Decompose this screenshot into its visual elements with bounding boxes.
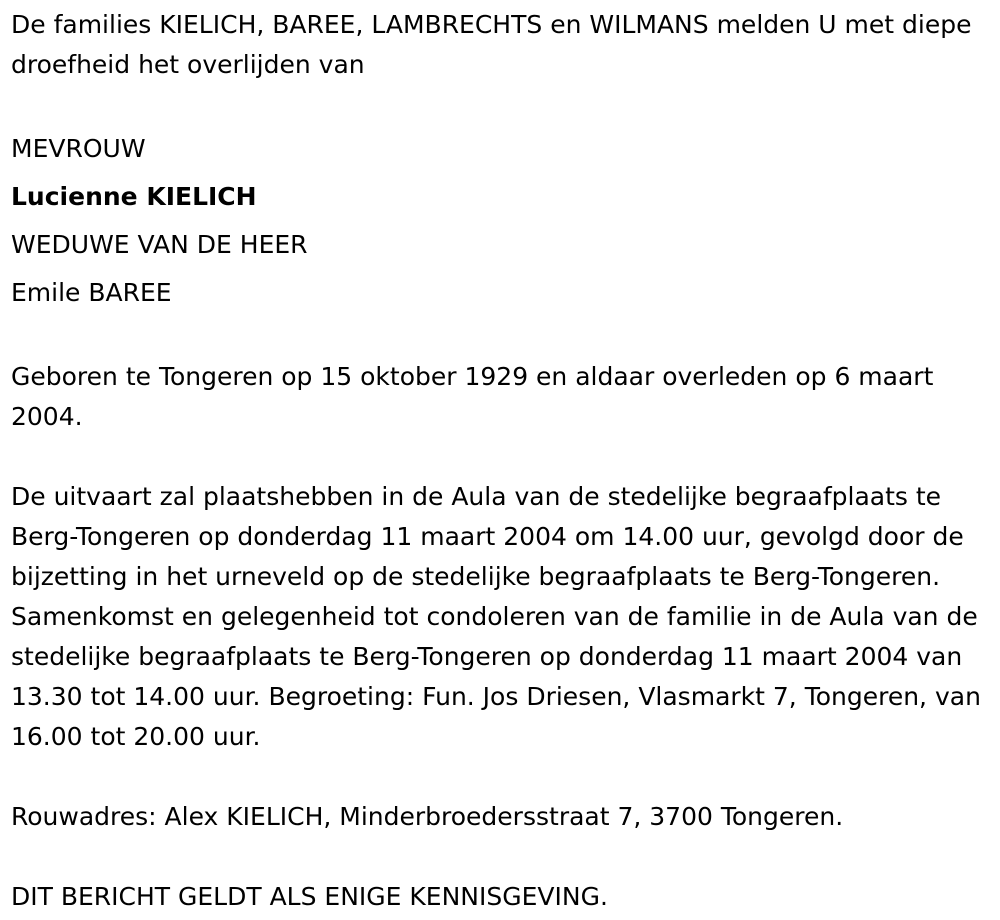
deceased-title: MEVROUW <box>11 134 146 163</box>
closing-statement: DIT BERICHT GELDT ALS ENIGE KENNISGEVING. <box>11 882 608 911</box>
spacer <box>11 85 993 125</box>
funeral-paragraph: De uitvaart zal plaatshebben in de Aula van de stedelijke begraafplaats te Berg-Tongeren op donderdag 11 maart 2004 om 14.00 uur, gevolgd door de bijzetting in het urneveld op de stedelijke begraafplaats te Berg-Tongeren. Samenkomst en gelegenheid tot condoleren van de familie in de Aula van de stedelijke begraafplaats te Berg-Tongeren op donderdag 11 maart 2004 van 13.30 tot 14.00 uur. Begroeting: Fun. Jos Driesen, Vlasmarkt 7, Tongeren, van 16.00 tot 20.00 uur. <box>11 482 981 751</box>
deceased-name: Lucienne KIELICH <box>11 182 257 211</box>
spacer <box>11 437 993 477</box>
widow-of-label: WEDUWE VAN DE HEER <box>11 230 308 259</box>
spouse-name: Emile BAREE <box>11 278 172 307</box>
spacer <box>11 317 993 357</box>
birth-death-paragraph: Geboren te Tongeren op 15 oktober 1929 en aldaar overleden op 6 maart 2004. <box>11 362 934 431</box>
deceased-block <box>11 125 993 317</box>
mourning-address: Rouwadres: Alex KIELICH, Minderbroedersstraat 7, 3700 Tongeren. <box>11 802 844 831</box>
death-notice <box>11 5 993 917</box>
spacer <box>11 757 993 797</box>
intro-paragraph: De families KIELICH, BAREE, LAMBRECHTS en WILMANS melden U met diepe droefheid het overlijden van <box>11 10 972 79</box>
spacer <box>11 837 993 877</box>
